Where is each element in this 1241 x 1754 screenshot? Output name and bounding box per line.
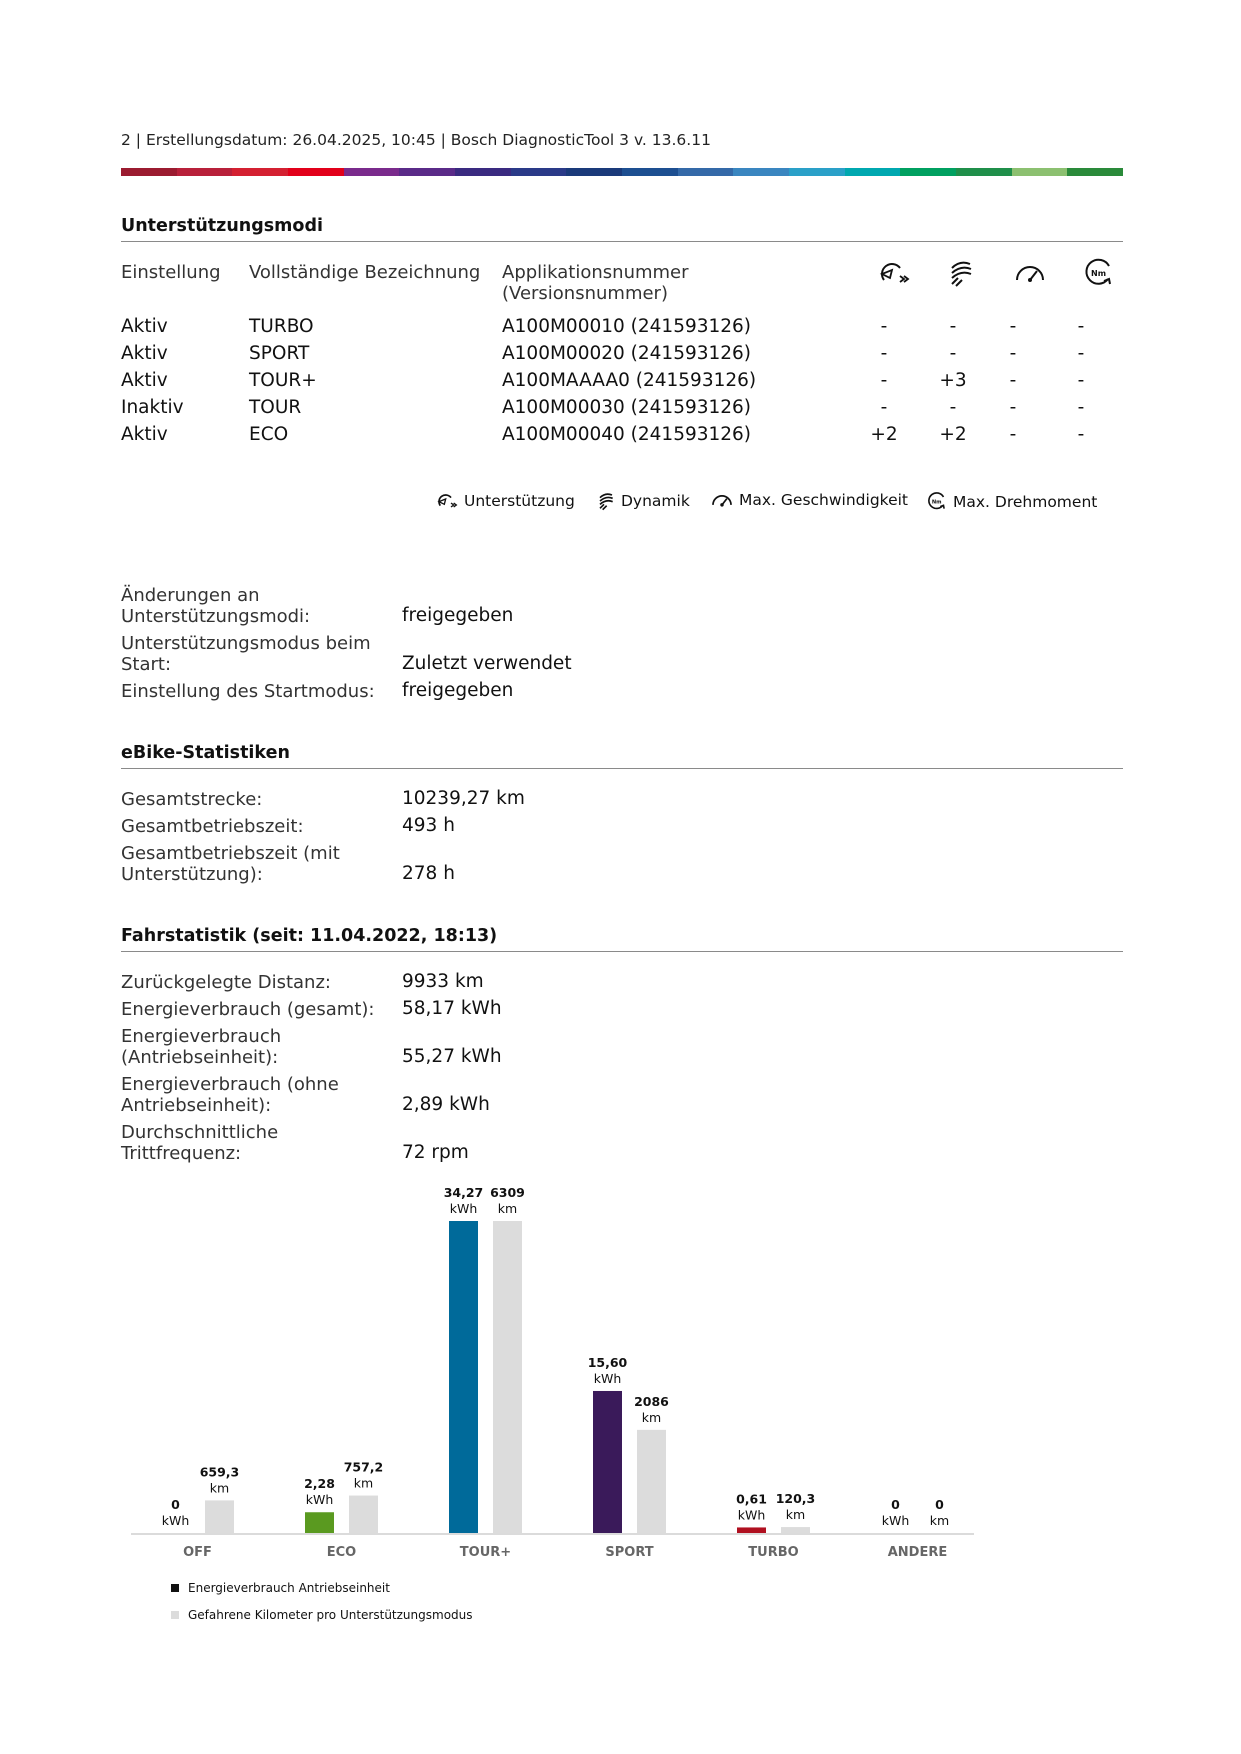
km-bar — [637, 1430, 666, 1533]
stripe-segment — [1067, 168, 1123, 176]
total-distance-value: 10239,27 km — [402, 788, 525, 809]
dynamics-icon — [596, 491, 616, 511]
col-header-setting: Einstellung — [121, 262, 221, 283]
stripe-segment — [177, 168, 233, 176]
section-title-stats: eBike-Statistiken — [121, 743, 290, 763]
mode-support: - — [880, 370, 888, 391]
changes-value: freigegeben — [402, 605, 514, 626]
mode-name: SPORT — [249, 343, 310, 364]
mode-speed: - — [1009, 397, 1017, 418]
mode-usage-chart — [121, 1180, 1001, 1640]
energy-drive-label-line1: Energieverbrauch — [121, 1026, 282, 1047]
stripe-segment — [845, 168, 901, 176]
support-icon — [435, 491, 459, 511]
total-distance-label: Gesamtstrecke: — [121, 789, 263, 810]
assist-runtime-value: 278 h — [402, 863, 455, 884]
cadence-label-line2: Trittfrequenz: — [121, 1143, 242, 1164]
color-stripe — [121, 168, 1123, 176]
energy-unit-label: kWh — [161, 1513, 190, 1528]
mode-name: TOUR — [249, 397, 302, 418]
max-torque-icon — [926, 491, 948, 512]
legend-dynamics — [596, 491, 690, 511]
energy-total-value: 58,17 kWh — [402, 998, 502, 1019]
stripe-segment — [232, 168, 288, 176]
mode-setting: Aktiv — [121, 316, 168, 337]
energy-drive-label-line2: (Antriebseinheit): — [121, 1047, 279, 1068]
section-title-ride: Fahrstatistik (seit: 11.04.2022, 18:13) — [121, 926, 498, 946]
mode-dynamics: +3 — [939, 370, 967, 391]
startset-label: Einstellung des Startmodus: — [121, 681, 375, 702]
km-value-label: 757,2 — [343, 1459, 384, 1475]
col-header-appnum — [502, 262, 689, 304]
max-speed-icon — [1013, 260, 1047, 286]
energy-other-value: 2,89 kWh — [402, 1094, 490, 1115]
category-label: ANDERE — [887, 1545, 948, 1560]
ride-distance-label: Zurückgelegte Distanz: — [121, 972, 331, 993]
legend-support-label: Unterstützung — [464, 492, 575, 510]
stripe-segment — [900, 168, 956, 176]
mode-appnum: A100M00040 (241593126) — [502, 424, 752, 445]
mode-torque: - — [1077, 343, 1085, 364]
changes-label-line2: Unterstützungsmodi: — [121, 606, 311, 627]
stripe-segment — [1012, 168, 1068, 176]
energy-drive-value: 55,27 kWh — [402, 1046, 502, 1067]
stripe-segment — [789, 168, 845, 176]
category-label: SPORT — [605, 1545, 654, 1560]
mode-appnum: A100M00020 (241593126) — [502, 343, 752, 364]
mode-name: TOUR+ — [249, 370, 317, 391]
max-speed-icon — [710, 491, 734, 509]
km-unit-label: km — [785, 1507, 806, 1523]
category-label: TOUR+ — [459, 1545, 512, 1560]
startmode-value: Zuletzt verwendet — [402, 653, 572, 674]
cadence-label-line1: Durchschnittliche — [121, 1122, 279, 1143]
energy-bar — [449, 1221, 478, 1533]
stripe-segment — [956, 168, 1012, 176]
dynamics-icon — [946, 258, 976, 288]
col-header-fullname: Vollständige Bezeichnung — [249, 262, 481, 283]
assist-runtime-label — [121, 843, 391, 885]
mode-support: - — [880, 397, 888, 418]
startset-value: freigegeben — [402, 680, 514, 701]
km-unit-label: km — [353, 1475, 374, 1491]
km-bar — [349, 1496, 378, 1533]
stripe-segment — [344, 168, 400, 176]
km-value-label: 120,3 — [775, 1491, 816, 1507]
mode-setting: Aktiv — [121, 343, 168, 364]
assist-runtime-label-line1: Gesamtbetriebszeit (mit — [121, 843, 340, 864]
assist-runtime-label-line2: Unterstützung): — [121, 864, 263, 885]
legend-max-torque — [926, 491, 1097, 512]
stripe-segment — [288, 168, 344, 176]
section-rule — [121, 241, 1123, 242]
km-unit-label: km — [641, 1409, 662, 1425]
total-runtime-value: 493 h — [402, 815, 455, 836]
category-label: OFF — [183, 1545, 212, 1560]
startmode-label-line2: Start: — [121, 654, 172, 675]
section-rule — [121, 951, 1123, 952]
energy-value-label: 34,27 — [443, 1185, 484, 1200]
km-bar — [205, 1500, 234, 1533]
mode-setting: Aktiv — [121, 370, 168, 391]
energy-bar — [737, 1527, 766, 1533]
col-header-appnum-line1: Applikationsnummer — [502, 262, 689, 283]
mode-setting: Inaktiv — [121, 397, 184, 418]
changes-label-line1: Änderungen an — [121, 585, 260, 606]
mode-support: +2 — [870, 424, 898, 445]
legend-max-speed — [710, 491, 908, 509]
energy-bar — [593, 1391, 622, 1533]
stripe-segment — [733, 168, 789, 176]
stripe-segment — [566, 168, 622, 176]
startmode-label-line1: Unterstützungsmodus beim — [121, 633, 371, 654]
stripe-segment — [399, 168, 455, 176]
mode-dynamics: - — [949, 343, 957, 364]
max-torque-icon — [1082, 257, 1116, 289]
energy-value-label: 15,60 — [587, 1354, 628, 1370]
stripe-segment — [678, 168, 734, 176]
mode-appnum: A100M00010 (241593126) — [502, 316, 752, 337]
total-runtime-label: Gesamtbetriebszeit: — [121, 816, 304, 837]
energy-unit-label: kWh — [305, 1492, 334, 1508]
legend-energy-swatch — [171, 1584, 179, 1592]
category-label: ECO — [326, 1545, 357, 1560]
mode-torque: - — [1077, 397, 1085, 418]
energy-other-label — [121, 1074, 391, 1116]
energy-unit-label: kWh — [881, 1513, 910, 1528]
mode-speed: - — [1009, 343, 1017, 364]
mode-speed: - — [1009, 370, 1017, 391]
km-value-label: 6309 — [490, 1185, 525, 1200]
energy-drive-label — [121, 1026, 391, 1068]
mode-torque: - — [1077, 424, 1085, 445]
legend-max-speed-label: Max. Geschwindigkeit — [739, 491, 909, 509]
cadence-value: 72 rpm — [402, 1142, 469, 1163]
mode-speed: - — [1009, 424, 1017, 445]
legend-support — [435, 491, 575, 511]
section-rule — [121, 768, 1123, 769]
mode-appnum: A100M00030 (241593126) — [502, 397, 752, 418]
energy-unit-label: kWh — [449, 1201, 478, 1216]
km-bar — [493, 1221, 522, 1533]
km-unit-label: km — [929, 1513, 950, 1528]
mode-torque: - — [1077, 316, 1085, 337]
mode-name: TURBO — [249, 316, 314, 337]
km-unit-label: km — [497, 1201, 518, 1216]
energy-unit-label: kWh — [737, 1507, 766, 1523]
mode-dynamics: - — [949, 397, 957, 418]
km-bar — [781, 1527, 810, 1533]
mode-setting: Aktiv — [121, 424, 168, 445]
changes-label — [121, 585, 391, 627]
legend-dynamics-label: Dynamik — [621, 492, 690, 510]
km-unit-label: km — [209, 1480, 230, 1496]
energy-value-label: 0,61 — [736, 1491, 767, 1507]
energy-other-label-line2: Antriebseinheit): — [121, 1095, 272, 1116]
mode-support: - — [880, 343, 888, 364]
mode-speed: - — [1009, 316, 1017, 337]
legend-energy-label: Energieverbrauch Antriebseinheit — [188, 1581, 390, 1595]
ride-distance-value: 9933 km — [402, 971, 484, 992]
energy-unit-label: kWh — [593, 1370, 622, 1386]
mode-appnum: A100MAAAA0 (241593126) — [502, 370, 757, 391]
mode-torque: - — [1077, 370, 1085, 391]
legend-max-torque-label: Max. Drehmoment — [953, 492, 1098, 511]
cadence-label — [121, 1122, 391, 1164]
km-value-label: 2086 — [634, 1393, 669, 1409]
mode-dynamics: +2 — [939, 424, 967, 445]
energy-bar — [305, 1512, 334, 1533]
mode-dynamics: - — [949, 316, 957, 337]
energy-other-label-line1: Energieverbrauch (ohne — [121, 1074, 339, 1095]
mode-support: - — [880, 316, 888, 337]
stripe-segment — [622, 168, 678, 176]
section-title-modes: Unterstützungsmodi — [121, 216, 323, 236]
legend-km-label: Gefahrene Kilometer pro Unterstützungsmodus — [188, 1608, 473, 1622]
energy-value-label: 2,28 — [304, 1476, 335, 1492]
stripe-segment — [511, 168, 567, 176]
svg-text:Nm: Nm — [931, 499, 942, 506]
km-value-label: 659,3 — [199, 1464, 240, 1480]
energy-value-label: 0 — [171, 1497, 180, 1512]
category-label: TURBO — [748, 1545, 799, 1560]
mode-name: ECO — [249, 424, 289, 445]
support-icon — [876, 258, 912, 288]
startmode-label — [121, 633, 391, 675]
stripe-segment — [121, 168, 177, 176]
stripe-segment — [455, 168, 511, 176]
energy-value-label: 0 — [891, 1497, 900, 1512]
col-header-appnum-line2: (Versionsnummer) — [502, 283, 668, 304]
svg-text:Nm: Nm — [1091, 269, 1107, 278]
energy-total-label: Energieverbrauch (gesamt): — [121, 999, 375, 1020]
legend-km-swatch — [171, 1611, 179, 1619]
page-header: 2 | Erstellungsdatum: 26.04.2025, 10:45 | Bosch DiagnosticTool 3 v. 13.6.11 — [121, 131, 711, 149]
km-value-label: 0 — [935, 1497, 944, 1512]
